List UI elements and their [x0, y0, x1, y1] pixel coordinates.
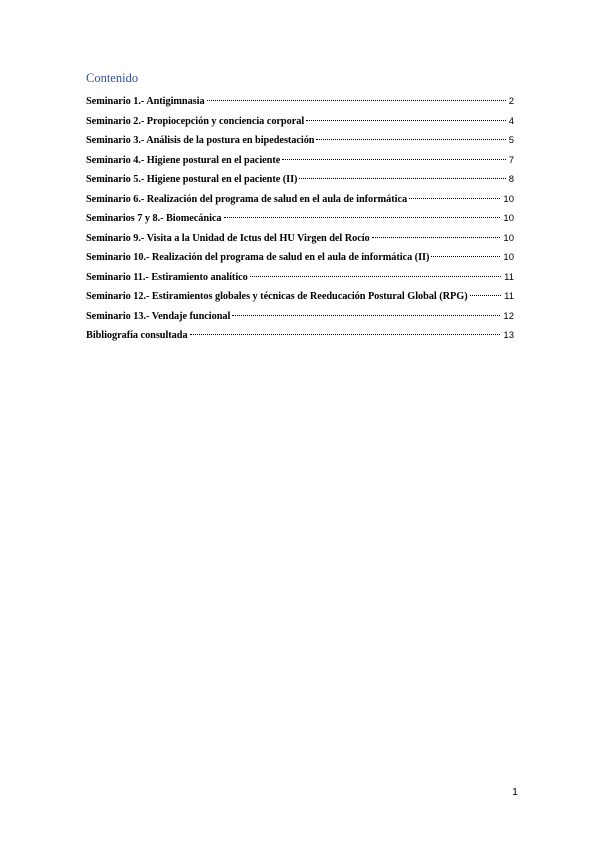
- toc-entry-title: Seminario 13.- Vendaje funcional: [86, 310, 231, 322]
- toc-dot-leader: [250, 276, 501, 277]
- toc-entry-seminario-3[interactable]: [86, 131, 514, 151]
- toc-entry-page: 11: [504, 271, 514, 283]
- toc-dot-leader: [299, 178, 505, 179]
- toc-dot-leader: [224, 217, 501, 218]
- toc-entry-bibliografia[interactable]: [86, 326, 514, 346]
- toc-entry-title: Seminario 9.- Visita a la Unidad de Ictus del HU Virgen del Rocío: [86, 232, 370, 244]
- toc-entry-title: Seminario 10.- Realización del programa de salud en el aula de informática (II): [86, 252, 430, 263]
- toc-entry-title: Seminario 4.- Higiene postural en el paciente: [86, 154, 281, 166]
- toc-entry-title: Seminario 2.- Propiocepción y conciencia corporal: [86, 115, 305, 127]
- toc-entry-title: Seminario 1.- Antigimnasia: [86, 96, 205, 107]
- toc-entry-seminario-9[interactable]: [86, 229, 514, 249]
- toc-dot-leader: [232, 315, 500, 316]
- toc-entry-page: 13: [503, 330, 514, 341]
- toc-entry-title: Seminarios 7 y 8.- Biomecánica: [86, 213, 222, 224]
- toc-dot-leader: [409, 198, 500, 199]
- toc-dot-leader: [431, 256, 500, 257]
- toc-list: [86, 92, 514, 346]
- toc-entry-page: 10: [503, 232, 514, 244]
- toc-entry-seminario-6[interactable]: [86, 190, 514, 210]
- toc-entry-title: Bibliografía consultada: [86, 330, 188, 341]
- toc-entry-seminario-4[interactable]: [86, 151, 514, 171]
- toc-entry-seminario-5[interactable]: [86, 170, 514, 190]
- toc-entry-seminario-12[interactable]: [86, 287, 514, 307]
- toc-entry-title: Seminario 6.- Realización del programa de salud en el aula de informática: [86, 193, 408, 205]
- toc-entry-seminarios-7-8[interactable]: [86, 209, 514, 229]
- toc-entry-page: 10: [503, 213, 514, 224]
- toc-entry-seminario-13[interactable]: [86, 307, 514, 327]
- toc-dot-leader: [190, 334, 501, 335]
- toc-dot-leader: [306, 120, 506, 121]
- toc-entry-seminario-1[interactable]: [86, 92, 514, 112]
- toc-entry-page: 10: [503, 252, 514, 263]
- toc-entry-page: 12: [503, 310, 514, 322]
- toc-entry-page: 5: [508, 135, 514, 146]
- toc-entry-title: Seminario 12.- Estiramientos globales y técnicas de Reeducación Postural Global (RPG): [86, 291, 468, 302]
- toc-entry-seminario-2[interactable]: [86, 112, 514, 132]
- toc-entry-title: Seminario 3.- Análisis de la postura en bipedestación: [86, 135, 315, 146]
- page-number: 1: [512, 786, 518, 798]
- toc-entry-page: 10: [503, 193, 514, 205]
- toc-entry-page: 2: [508, 96, 514, 107]
- toc-dot-leader: [372, 237, 501, 238]
- toc-entry-page: 8: [508, 174, 514, 185]
- toc-entry-title: Seminario 11.- Estiramiento analítico: [86, 271, 248, 283]
- toc-heading: Contenido: [86, 71, 139, 85]
- toc-entry-page: 11: [504, 291, 514, 302]
- toc-dot-leader: [470, 295, 502, 296]
- toc-entry-seminario-10[interactable]: [86, 248, 514, 268]
- toc-dot-leader: [282, 159, 505, 160]
- table-of-contents: [86, 70, 514, 346]
- toc-dot-leader: [316, 139, 505, 140]
- toc-entry-title: Seminario 5.- Higiene postural en el paciente (II): [86, 174, 298, 185]
- toc-entry-page: 7: [508, 154, 514, 166]
- toc-dot-leader: [207, 100, 506, 101]
- toc-entry-page: 4: [508, 115, 514, 127]
- toc-entry-seminario-11[interactable]: [86, 268, 514, 288]
